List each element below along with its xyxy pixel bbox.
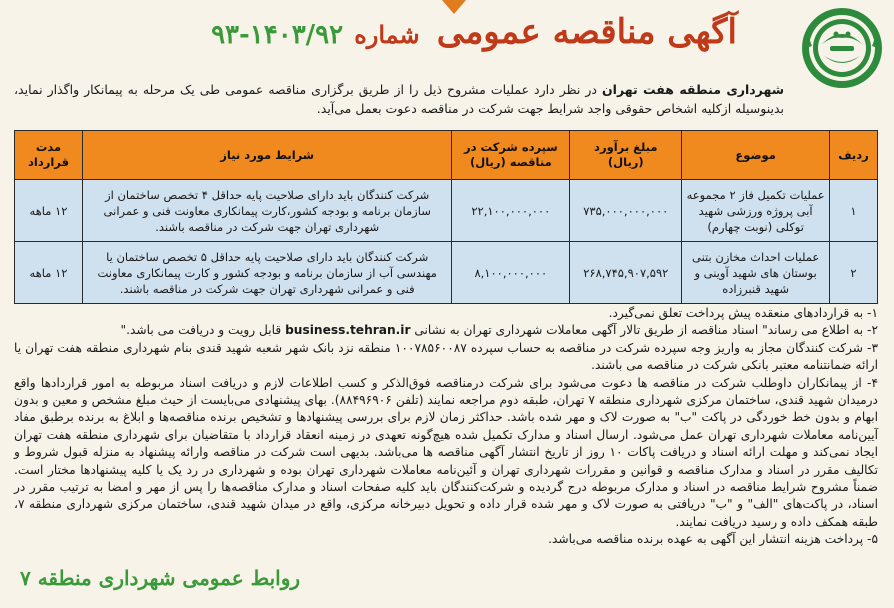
business-url-link[interactable]: business.tehran.ir <box>285 323 411 338</box>
notice-number: ۱۴۰۳/۹۲-۹۳ <box>211 20 344 50</box>
header-row: ردیف <box>830 131 878 180</box>
cell-conditions: شرکت کنندگان باید دارای صلاحیت پایه حداقل ۴ تخصص ساختمان از سازمان برنامه و بودجه کشور،کارت پیمانکاری معاونت فنی و عمرانی شهرداری تهران جهت شرکت در مناقصه باشند. <box>83 180 452 242</box>
header-estimate: مبلغ برآورد (ریال) <box>570 131 682 180</box>
item-2-text-b: قابل رویت و دریافت می باشد." <box>120 323 286 338</box>
cell-row: ۲ <box>830 242 878 304</box>
intro-paragraph <box>14 80 784 118</box>
intro-org: شهرداری منطقه هفت تهران <box>601 82 784 97</box>
item-2-text-a: ۲- به اطلاع می رساند" اسناد مناقصه از طریق تالار آگهی معاملات شهرداری تهران به نشانی <box>410 323 878 338</box>
item-1: ۱- به قراردادهای منعقده پیش پرداخت تعلق نمی‌گیرد. <box>608 306 878 320</box>
item-4: ۴- از پیمانکاران داوطلب شرکت در مناقصه ها دعوت می‌شود برای شرکت درمناقصه فوق‌الذکر و کسب اطلاعات لازم و دریافت اسناد مربوطه به امور قراردادها واقع درمیدان شهید قندی، ساختمان مرکزی شهرداری منطقه ۷ تهران، طبقه دوم مراجعه نمایند (تلفن ۸۸۴۹۶۹۰۶). بهای پیشنهادی می‌بایست از حیث مبلغ مشخص و معین و بدون ابهام و بدون خط خوردگی در پاکت "ب" به صورت لاک و مهر شده باشد. حداکثر زمان لازم برای بررسی پیشنهادها و تشخیص برنده مناقصه‌ها و ابلاغ به برنده برطبق مفاد آیین‌نامه معاملات شهرداری تهران عمل می‌شود. ارسال اسناد و مدارک تکمیل شده هیچ‌گونه تعهدی در زمینه انعقاد قرارداد با متقاضیان برای شهرداری منطقه هفت تهران ایجاد نمی‌کند و مهلت ارائه اسناد و دریافت پاکات ۱۰ روز از تاریخ انتشار آگهی مناقصه ها می‌باشد. بدیهی است شرکت در مناقصه وارائه پیشنهاد به منزله قبول شروط و تکالیف مقرر در اسناد و مدارک مناقصه و قوانین و مقررات شهرداری تهران و آئین‌نامه معاملات شهرداری تهران بوده و شهرداری در رد یک یا کلیه پیشنهادها مختار است. ضمناً مشروح شرایط مناقصه در اسناد و مدارک مربوطه درج گردیده و شرکت‌کنندگان باید کلیه صفحات اسناد و مدارک مناقصه‌ها را پس از مهر و امضا به ترتیب مقرر در اسناد، در پاکت‌های "الف" و "ب" دریافتی به صورت لاک و مهر شده قرار داده و تحویل دبیرخانه مرکزی، واقع در میدان شهید قندی، ساختمان مرکزی شهرداری منطقه ۷، طبقه همکف داده و رسید دریافت نمایند. <box>14 375 878 529</box>
cell-estimate: ۷۳۵,۰۰۰,۰۰۰,۰۰۰ <box>570 180 682 242</box>
cell-subject: عملیات تکمیل فاز ۲ مجموعه آبی پروژه ورزشی شهید توکلی (نوبت چهارم) <box>682 180 830 242</box>
cell-conditions: شرکت کنندگان باید دارای صلاحیت پایه حداقل ۵ تخصص ساختمان یا مهندسی آب از سازمان برنامه و بودجه کشور و کارت پیمانکاری معاونت فنی و عمرانی شهرداری تهران جهت شرکت در مناقصه باشند. <box>83 242 452 304</box>
footer-public-relations: روابط عمومی شهرداری منطقه ۷ <box>20 566 301 590</box>
notice-title: آگهی مناقصه عمومی <box>436 12 737 52</box>
notice-number-label: شماره <box>354 20 420 49</box>
cell-duration: ۱۲ ماهه <box>15 180 83 242</box>
item-2 <box>14 322 878 339</box>
cell-deposit: ۸,۱۰۰,۰۰۰,۰۰۰ <box>452 242 570 304</box>
table-header-row <box>15 131 878 180</box>
tehran-municipality-logo-icon <box>800 6 884 90</box>
cell-estimate: ۲۶۸,۷۴۵,۹۰۷,۵۹۲ <box>570 242 682 304</box>
cell-row: ۱ <box>830 180 878 242</box>
header-conditions: شرایط مورد نیاز <box>83 131 452 180</box>
header-duration: مدت قرارداد <box>15 131 83 180</box>
intro-text: در نظر دارد عملیات مشروح ذیل را از طریق برگزاری مناقصه عمومی طی یک مرحله به پیمانکار واگذار نماید، بدینوسیله ازکلیه اشخاص حقوقی واجد شرایط جهت شرکت در مناقصه دعوت بعمل می‌آید. <box>14 82 784 116</box>
table-row <box>15 242 878 304</box>
cell-subject: عملیات احداث مخازن بتنی بوستان های شهید آوینی و شهید قنبرزاده <box>682 242 830 304</box>
notice-title-row <box>164 6 784 58</box>
notice-items <box>14 305 878 549</box>
header-deposit: سپرده شرکت در مناقصه (ریال) <box>452 131 570 180</box>
item-3: ۳- شرکت کنندگان مجاز به واریز وجه سپرده شرکت در مناقصه به حساب سپرده ۱۰۰۷۸۵۶۰۰۸۷ منطقه نزد بانک شهر شعبه شهید قندی بنام شهرداری منطقه هفت تهران یا ارائه ضمانتنامه معتبر بانکی شرکت در مناقصه می باشند. <box>14 340 878 373</box>
cell-deposit: ۲۲,۱۰۰,۰۰۰,۰۰۰ <box>452 180 570 242</box>
table-row <box>15 180 878 242</box>
cell-duration: ۱۲ ماهه <box>15 242 83 304</box>
item-5: ۵- پرداخت هزینه انتشار این آگهی به عهده برنده مناقصه می‌باشد. <box>548 532 878 547</box>
tender-table <box>14 130 878 304</box>
header-subject: موضوع <box>682 131 830 180</box>
